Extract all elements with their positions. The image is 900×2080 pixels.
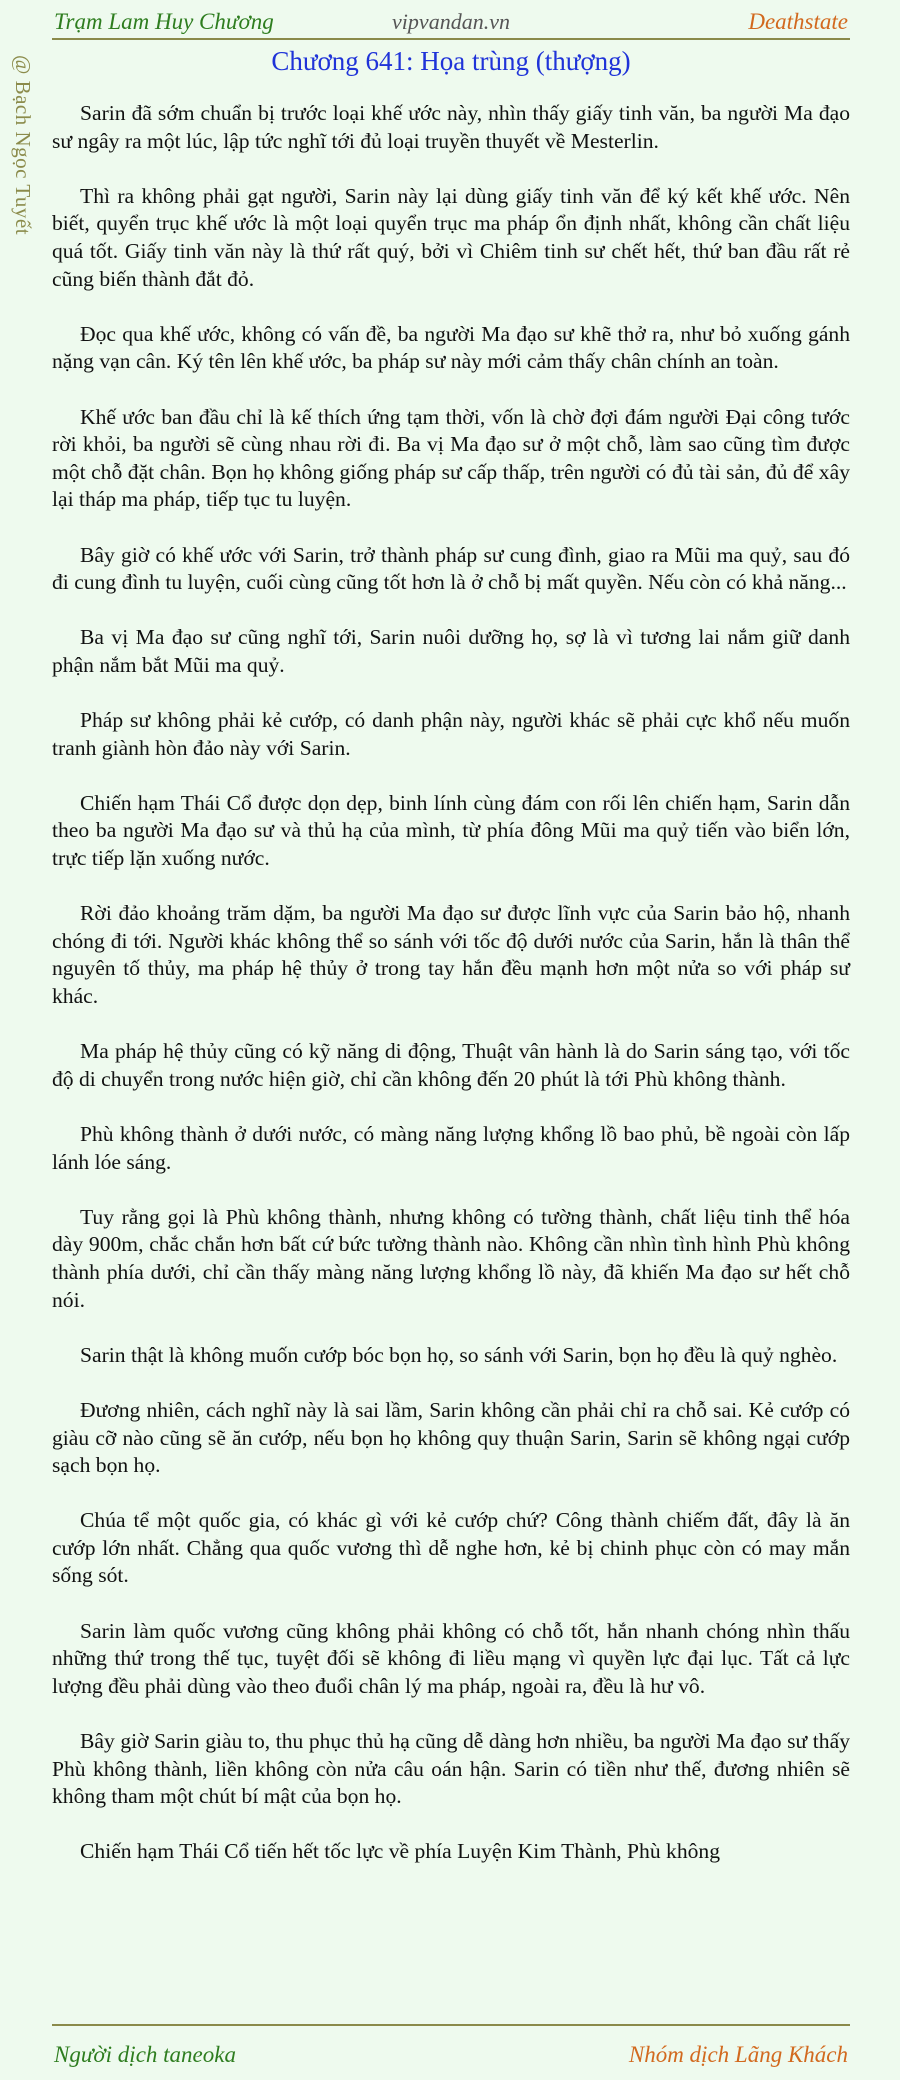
header-site-name: Trạm Lam Huy Chương <box>54 9 274 34</box>
footer-translator: Người dịch taneoka <box>54 2042 236 2067</box>
paragraph: Sarin thật là không muốn cướp bóc bọn họ, so sánh với Sarin, bọn họ đều là quỷ nghèo. <box>80 1342 838 1367</box>
paragraph: Sarin làm quốc vương cũng không phải không có chỗ tốt, hắn nhanh chóng nhìn thấu những thứ trong thế tục, tuyệt đối sẽ không đi liều mạng vì quyền lực đại lục. Tất cả lực lượng đều phải dùng vào theo đuổi chân lý ma pháp, ngoài ra, đều là hư vô. <box>52 1618 850 1698</box>
paragraph: Tuy rằng gọi là Phù không thành, nhưng không có tường thành, chất liệu tinh thể hóa dày 900m, chắc chắn hơn bất cứ bức tường thành nào. Không cần nhìn tình hình Phù không thành phía dưới, chỉ cần thấy màng năng lượng khổng lồ này, đã khiến Ma đạo sư hết chỗ nói. <box>52 1204 850 1312</box>
paragraph: Ma pháp hệ thủy cũng có kỹ năng di động, Thuật vân hành là do Sarin sáng tạo, với tốc độ di chuyển trong nước hiện giờ, chỉ cần không đến 20 phút là tới Phù không thành. <box>52 1039 850 1091</box>
paragraph: Thì ra không phải gạt người, Sarin này lại dùng giấy tinh văn để ký kết khế ước. Nên biết, quyển trục khế ước là một loại quyển trục ma pháp ổn định nhất, không cần chất liệu quá tốt. Giấy tinh văn này là thứ rất quý, bởi vì Chiêm tinh sư chết hết, thứ ban đầu rất rẻ cũng biến thành đắt đỏ. <box>52 183 850 291</box>
chapter-content <box>52 100 850 1894</box>
page-footer <box>52 2024 850 2072</box>
paragraph: Khế ước ban đầu chỉ là kế thích ứng tạm thời, vốn là chờ đợi đám người Đại công tước rời khỏi, ba người sẽ cùng nhau rời đi. Ba vị Ma đạo sư ở một chỗ, làm sao cũng tìm được một chỗ đặt chân. Bọn họ không giống pháp sư cấp thấp, trên người có đủ tài sản, đủ để xây lại tháp ma pháp, tiếp tục tu luyện. <box>52 404 850 512</box>
paragraph: Bây giờ có khế ước với Sarin, trở thành pháp sư cung đình, giao ra Mũi ma quỷ, sau đó đi cung đình tu luyện, cuối cùng cũng tốt hơn là ở chỗ bị mất quyền. Nếu còn có khả năng... <box>52 542 850 595</box>
paragraph: Chiến hạm Thái Cổ được dọn dẹp, binh lính cùng đám con rối lên chiến hạm, Sarin dẫn theo ba người Ma đạo sư và thủ hạ của mình, từ phía đông Mũi ma quỷ tiến vào biển lớn, trực tiếp lặn xuống nước. <box>52 790 850 871</box>
paragraph: Sarin đã sớm chuẩn bị trước loại khế ước này, nhìn thấy giấy tinh văn, ba người Ma đạo sư ngây ra một lúc, lập tức nghĩ tới đủ loại truyền thuyết về Mesterlin. <box>52 101 850 153</box>
header-book-title: Deathstate <box>748 9 848 34</box>
side-watermark: @ Bạch Ngọc Tuyết <box>11 55 35 236</box>
paragraph: Pháp sư không phải kẻ cướp, có danh phận này, người khác sẽ phải cực khổ nếu muốn tranh giành hòn đảo này với Sarin. <box>52 708 850 760</box>
paragraph: Chiến hạm Thái Cổ tiến hết tốc lực về phía Luyện Kim Thành, Phù không <box>80 1839 721 1864</box>
footer-group: Nhóm dịch Lãng Khách <box>628 2042 848 2067</box>
page-header <box>52 8 850 40</box>
paragraph: Đương nhiên, cách nghĩ này là sai lầm, Sarin không cần phải chỉ ra chỗ sai. Kẻ cướp có giàu cỡ nào cũng sẽ ăn cướp, nếu bọn họ không quy thuận Sarin, Sarin sẽ không ngại cướp sạch bọn họ. <box>52 1397 850 1478</box>
paragraph: Ba vị Ma đạo sư cũng nghĩ tới, Sarin nuôi dưỡng họ, sợ là vì tương lai nắm giữ danh phận nắm bắt Mũi ma quỷ. <box>52 625 850 677</box>
header-website: vipvandan.vn <box>392 9 510 34</box>
paragraph: Bây giờ Sarin giàu to, thu phục thủ hạ cũng dễ dàng hơn nhiều, ba người Ma đạo sư thấy Phù không thành, liền không còn nửa câu oán hận. Sarin có tiền như thế, đương nhiên sẽ không tham một chút bí mật của bọn họ. <box>52 1729 850 1809</box>
paragraph: Chúa tể một quốc gia, có khác gì với kẻ cướp chứ? Công thành chiếm đất, đây là ăn cướp lớn nhất. Chẳng qua quốc vương thì dễ nghe hơn, kẻ bị chinh phục còn có may mắn sống sót. <box>52 1508 850 1588</box>
paragraph: Phù không thành ở dưới nước, có màng năng lượng khổng lồ bao phủ, bề ngoài còn lấp lánh lóe sáng. <box>52 1121 850 1174</box>
chapter-title: Chương 641: Họa trùng (thượng) <box>271 46 631 76</box>
paragraph: Rời đảo khoảng trăm dặm, ba người Ma đạo sư được lĩnh vực của Sarin bảo hộ, nhanh chóng đi tới. Người khác không thể so sánh với tốc độ dưới nước của Sarin, hắn là thân thể nguyên tố thủy, ma pháp hệ thủy ở trong tay hắn đều mạnh hơn một nửa so với pháp sư khác. <box>52 901 850 1008</box>
paragraph: Đọc qua khế ước, không có vấn đề, ba người Ma đạo sư khẽ thở ra, như bỏ xuống gánh nặng vạn cân. Ký tên lên khế ước, ba pháp sư này mới cảm thấy chân chính an toàn. <box>52 321 850 374</box>
